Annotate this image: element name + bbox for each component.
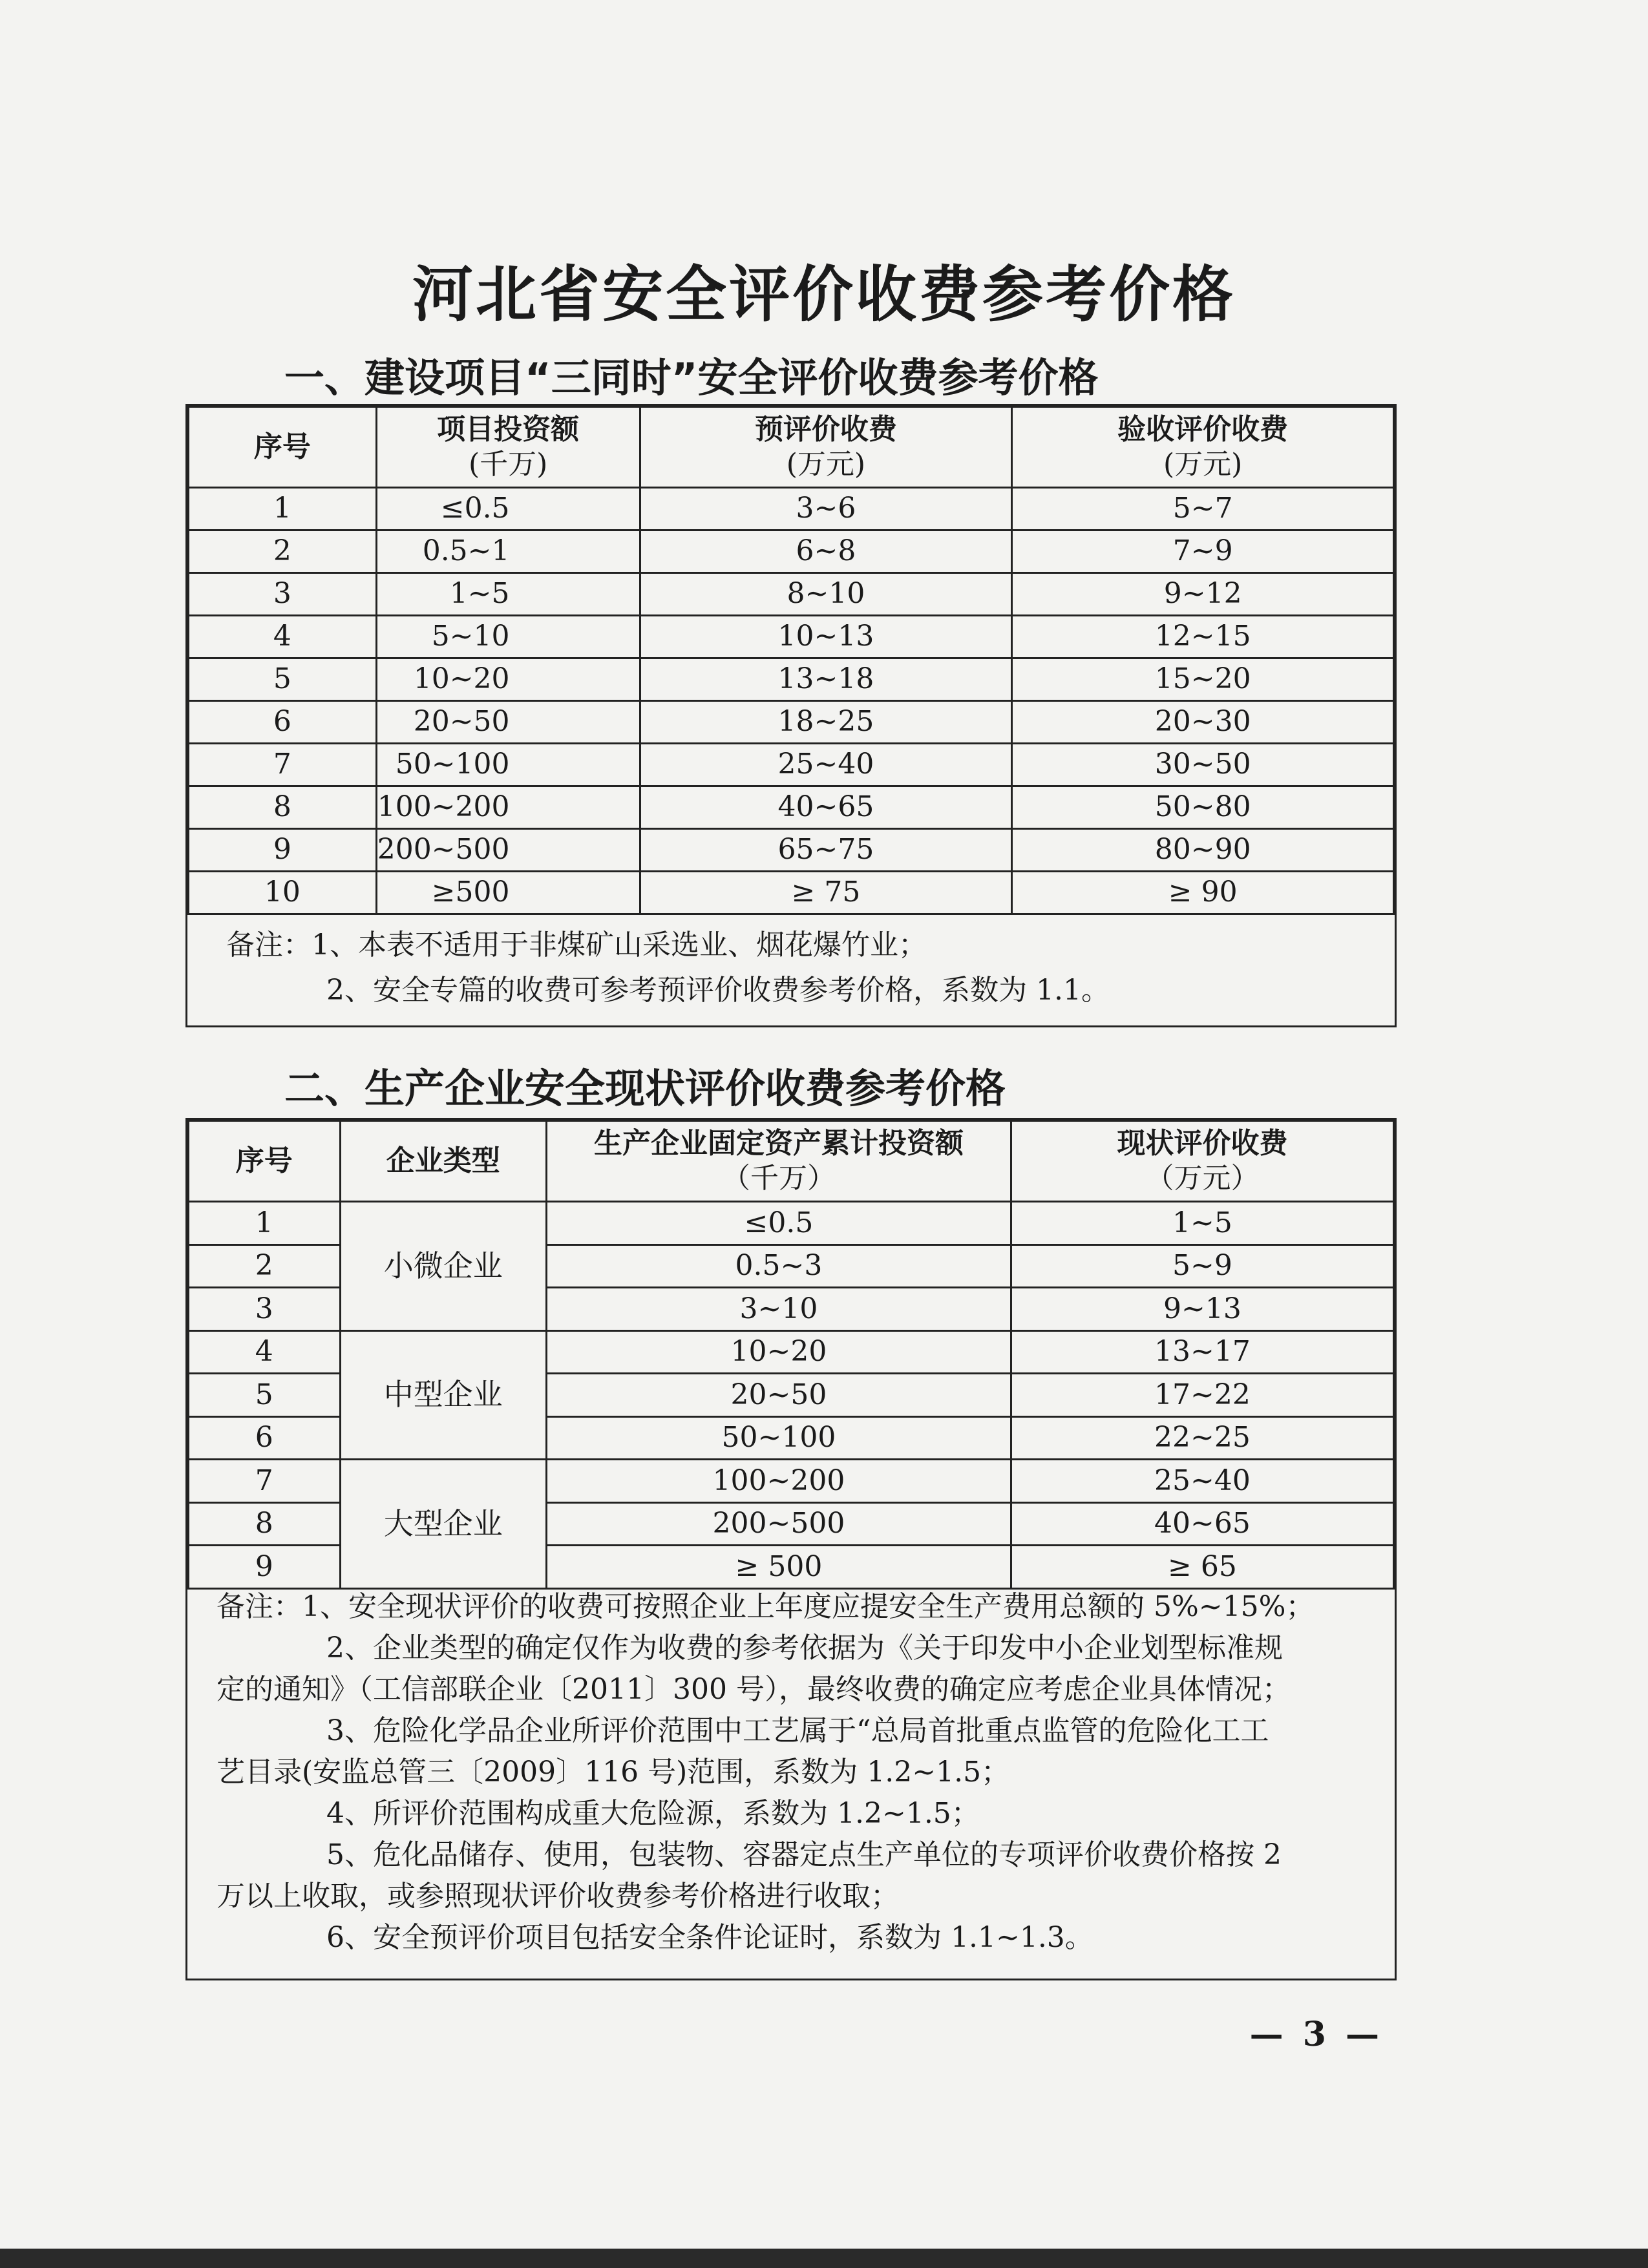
cell-acceptance: 30~50 xyxy=(1012,744,1394,786)
cell-fee: 9~13 xyxy=(1011,1288,1393,1331)
cell-acceptance: 9~12 xyxy=(1012,573,1394,616)
cell-index: 2 xyxy=(189,530,377,573)
cell-acceptance: 20~30 xyxy=(1012,701,1394,744)
cell-acceptance: 80~90 xyxy=(1012,829,1394,872)
header-assets: 生产企业固定资产累计投资额 （千万） xyxy=(547,1121,1011,1202)
note-line: 万以上收取，或参照现状评价收费参考价格进行收取； xyxy=(217,1880,899,1913)
cell-acceptance: 12~15 xyxy=(1012,616,1394,658)
header-type: 企业类型 xyxy=(340,1121,546,1202)
scan-bottom-edge xyxy=(0,2249,1648,2268)
cell-index: 3 xyxy=(189,573,377,616)
cell-pre-eval: 3~6 xyxy=(640,488,1012,530)
cell-index: 7 xyxy=(189,1460,341,1503)
cell-assets: 10~20 xyxy=(547,1330,1011,1374)
cell-investment: 50~100 xyxy=(376,744,640,786)
table-header-row xyxy=(189,407,1394,488)
cell-pre-eval: 10~13 xyxy=(640,616,1012,658)
cell-index: 4 xyxy=(189,616,377,658)
table-row xyxy=(189,1330,1394,1374)
cell-index: 5 xyxy=(189,658,377,701)
table-row xyxy=(189,488,1394,530)
cell-assets: 3~10 xyxy=(547,1288,1011,1331)
table-row xyxy=(189,1460,1394,1503)
note-line: 艺目录(安监总管三〔2009〕116 号)范围，系数为 1.2~1.5； xyxy=(217,1756,1010,1789)
cell-index: 6 xyxy=(189,1416,341,1460)
cell-acceptance: 5~7 xyxy=(1012,488,1394,530)
cell-pre-eval: ≥ 75 xyxy=(640,872,1012,914)
page-number: — 3 — xyxy=(1249,2015,1383,2054)
cell-investment: ≤0.5 xyxy=(376,488,640,530)
section1-notes xyxy=(226,923,1110,1013)
cell-index: 2 xyxy=(189,1244,341,1288)
cell-investment: 10~20 xyxy=(376,658,640,701)
cell-index: 9 xyxy=(189,1546,341,1589)
cell-fee: 22~25 xyxy=(1011,1416,1393,1460)
cell-acceptance: ≥ 90 xyxy=(1012,872,1394,914)
cell-assets: ≤0.5 xyxy=(547,1202,1011,1245)
document-title: 河北省安全评价收费参考价格 xyxy=(412,260,1236,330)
cell-fee: ≥ 65 xyxy=(1011,1546,1393,1589)
cell-assets: 20~50 xyxy=(547,1374,1011,1417)
cell-assets: 100~200 xyxy=(547,1460,1011,1503)
table-row xyxy=(189,744,1394,786)
header-investment: 项目投资额 (千万) xyxy=(376,407,640,488)
cell-acceptance: 7~9 xyxy=(1012,530,1394,573)
table-row xyxy=(189,530,1394,573)
note-line: 6、安全预评价项目包括安全条件论证时，系数为 1.1~1.3。 xyxy=(326,1921,1093,1954)
table-row xyxy=(189,616,1394,658)
note-line: 定的通知》（工信部联企业〔2011〕300 号），最终收费的确定应考虑企业具体情况； xyxy=(217,1673,1291,1706)
cell-type-small: 小微企业 xyxy=(340,1202,546,1331)
table-row xyxy=(189,829,1394,872)
cell-assets: 50~100 xyxy=(547,1416,1011,1460)
header-index: 序号 xyxy=(189,1121,341,1202)
cell-pre-eval: 13~18 xyxy=(640,658,1012,701)
table-row xyxy=(189,1202,1394,1245)
cell-assets: ≥ 500 xyxy=(547,1546,1011,1589)
construction-fee-table xyxy=(187,406,1395,915)
note-line: 备注：1、安全现状评价的收费可按照企业上年度应提安全生产费用总额的 5%~15%； xyxy=(217,1590,1315,1623)
cell-index: 9 xyxy=(189,829,377,872)
section1-heading: 一、建设项目“三同时”安全评价收费参考价格 xyxy=(284,354,1099,401)
cell-fee: 17~22 xyxy=(1011,1374,1393,1417)
table-row xyxy=(189,786,1394,829)
cell-investment: ≥500 xyxy=(376,872,640,914)
cell-investment: 1~5 xyxy=(376,573,640,616)
section1-table-box xyxy=(185,404,1397,1027)
cell-index: 7 xyxy=(189,744,377,786)
cell-assets: 0.5~3 xyxy=(547,1244,1011,1288)
table-row xyxy=(189,658,1394,701)
status-fee-table xyxy=(187,1120,1395,1590)
cell-index: 5 xyxy=(189,1374,341,1417)
header-index: 序号 xyxy=(189,407,377,488)
section2-notes xyxy=(217,1586,1373,1958)
cell-assets: 200~500 xyxy=(547,1502,1011,1546)
cell-pre-eval: 6~8 xyxy=(640,530,1012,573)
table-row xyxy=(189,701,1394,744)
cell-fee: 5~9 xyxy=(1011,1244,1393,1288)
cell-fee: 25~40 xyxy=(1011,1460,1393,1503)
note-line: 备注：1、本表不适用于非煤矿山采选业、烟花爆竹业； xyxy=(226,929,927,961)
note-line: 5、危化品储存、使用，包装物、容器定点生产单位的专项评价收费价格按 2 xyxy=(326,1838,1282,1871)
cell-index: 8 xyxy=(189,786,377,829)
cell-fee: 40~65 xyxy=(1011,1502,1393,1546)
cell-investment: 100~200 xyxy=(376,786,640,829)
cell-type-large: 大型企业 xyxy=(340,1460,546,1589)
cell-investment: 20~50 xyxy=(376,701,640,744)
header-pre-eval: 预评价收费 (万元) xyxy=(640,407,1012,488)
note-line: 4、所评价范围构成重大危险源，系数为 1.2~1.5； xyxy=(326,1797,980,1830)
header-acceptance: 验收评价收费 (万元) xyxy=(1012,407,1394,488)
cell-index: 6 xyxy=(189,701,377,744)
note-line: 2、安全专篇的收费可参考预评价收费参考价格，系数为 1.1。 xyxy=(326,974,1110,1007)
cell-pre-eval: 40~65 xyxy=(640,786,1012,829)
table-row xyxy=(189,872,1394,914)
cell-pre-eval: 65~75 xyxy=(640,829,1012,872)
cell-index: 8 xyxy=(189,1502,341,1546)
cell-investment: 0.5~1 xyxy=(376,530,640,573)
cell-pre-eval: 8~10 xyxy=(640,573,1012,616)
cell-fee: 1~5 xyxy=(1011,1202,1393,1245)
cell-fee: 13~17 xyxy=(1011,1330,1393,1374)
cell-index: 4 xyxy=(189,1330,341,1374)
table-row xyxy=(189,573,1394,616)
cell-investment: 5~10 xyxy=(376,616,640,658)
cell-index: 1 xyxy=(189,488,377,530)
note-line: 3、危险化学品企业所评价范围中工艺属于“总局首批重点监管的危险化工工 xyxy=(326,1714,1269,1747)
header-fee: 现状评价收费 （万元） xyxy=(1011,1121,1393,1202)
cell-acceptance: 15~20 xyxy=(1012,658,1394,701)
cell-type-medium: 中型企业 xyxy=(340,1330,546,1460)
table-header-row xyxy=(189,1121,1394,1202)
section2-heading: 二、生产企业安全现状评价收费参考价格 xyxy=(284,1065,1006,1112)
cell-index: 1 xyxy=(189,1202,341,1245)
note-line: 2、企业类型的确定仅作为收费的参考依据为《关于印发中小企业划型标准规 xyxy=(326,1632,1283,1664)
section2-table-box xyxy=(185,1118,1397,1980)
cell-index: 10 xyxy=(189,872,377,914)
cell-pre-eval: 25~40 xyxy=(640,744,1012,786)
cell-investment: 200~500 xyxy=(376,829,640,872)
cell-acceptance: 50~80 xyxy=(1012,786,1394,829)
cell-pre-eval: 18~25 xyxy=(640,701,1012,744)
cell-index: 3 xyxy=(189,1288,341,1331)
